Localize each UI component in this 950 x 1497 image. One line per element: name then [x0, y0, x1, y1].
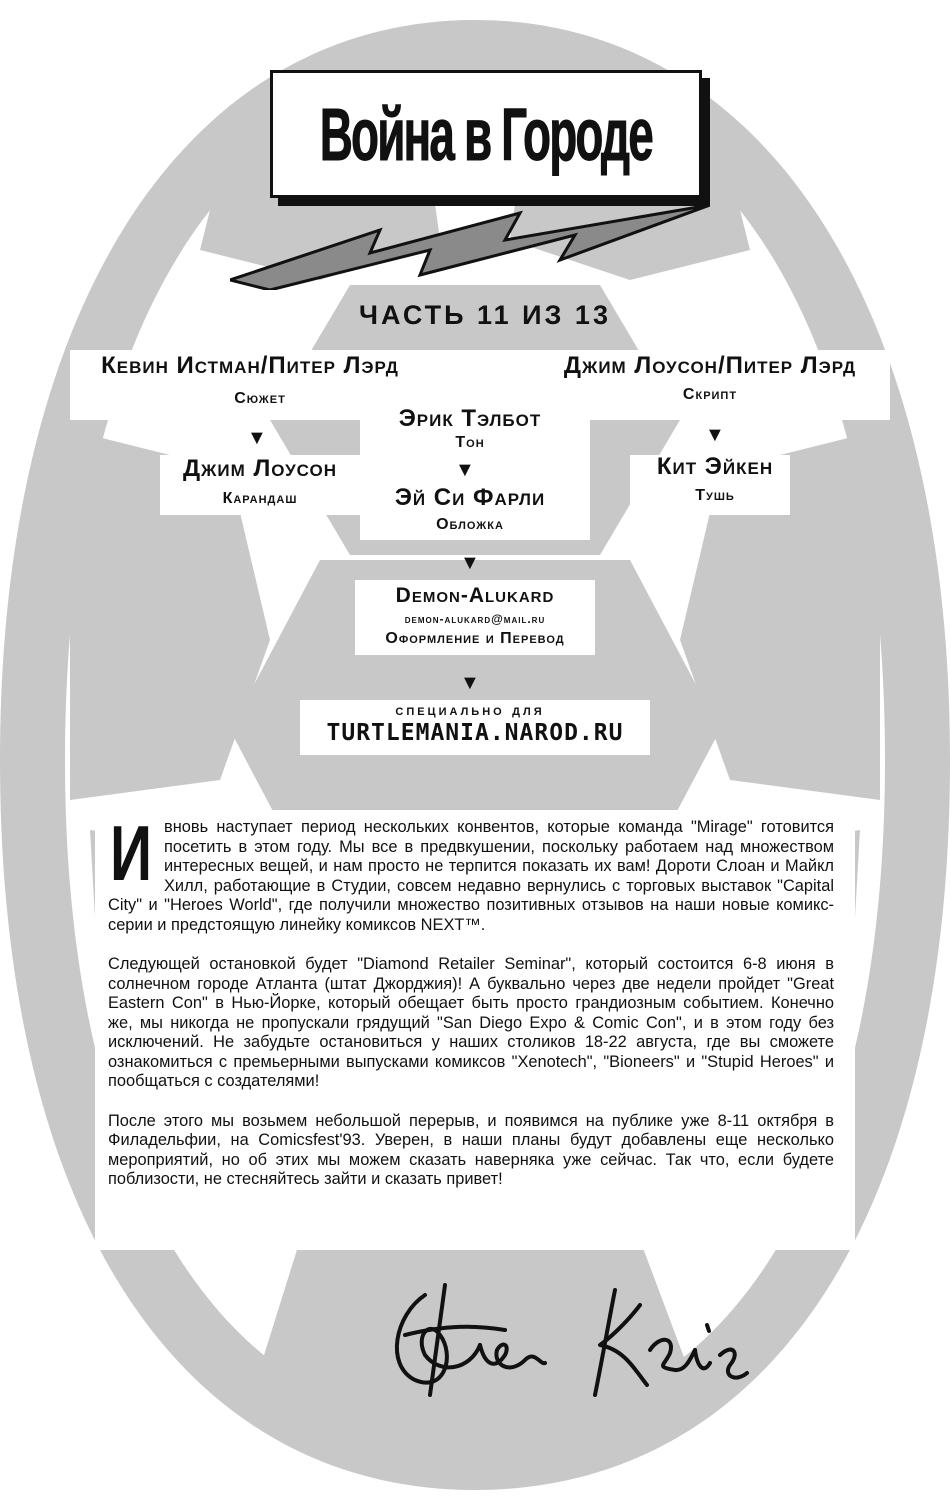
script-credit-role: Скрипт	[682, 386, 738, 403]
cover-credit-role: Обложка	[436, 516, 504, 533]
title-box	[270, 70, 702, 198]
plot-credit-role: Сюжет	[234, 390, 286, 407]
arrow-down-icon: ▼	[460, 552, 480, 574]
part-label: ЧАСТЬ 11 ИЗ 13	[359, 300, 611, 330]
inks-credit-name: Кит Эйкен	[656, 453, 774, 480]
translator-email: demon-alukard@mail.ru	[404, 612, 546, 626]
tone-credit-role: Тон	[455, 434, 485, 451]
arrow-down-icon: ▼	[460, 672, 480, 694]
script-credit-name: Джим Лоусон/Питер Лэрд	[563, 352, 857, 379]
translator-role: Оформление и Перевод	[385, 630, 565, 647]
page-title: Война в Городе	[319, 92, 653, 176]
paragraph-1-text: вновь наступает период нескольких конвентов, которые команда "Mirage" готовится посетить в этом году. Мы все в предвкушении, поскольку работаем над множеством интересных вещей, и нам просто не терпится показать их вам! Дороти Слоан и Майкл Хилл, работающие в Студии, совсем недавно вернулись с торговых выставок "Capital City" и "Heroes World", где получили множество позитивных отзывов на наши новые комикс-серии и предстоящую линейку комиксов NEXT™.	[108, 818, 834, 934]
inks-credit-role: Тушь	[695, 487, 735, 504]
site-link[interactable]: TURTLEMANIA.NAROD.RU	[326, 720, 624, 746]
pencils-credit-name: Джим Лоусон	[182, 455, 338, 482]
editorial-text	[108, 809, 834, 1210]
signature-image	[385, 1275, 765, 1410]
arrow-down-icon: ▼	[705, 424, 725, 446]
paragraph-1	[108, 809, 834, 935]
cover-credit-name: Эй Си Фарли	[394, 484, 546, 511]
paragraph-2: Следующей остановкой будет "Diamond Retailer Seminar", который состоится 6-8 июня в солнечном городе Атланта (штат Джорджия)! А буквально через две недели пройдет "Great Eastern Con" в Нью-Йорке, который обещает быть просто грандиозным событием. Конечно же, мы никогда не пропускали грядущий "San Diego Expo & Comic Con", и в этом году без исключений. Не забудьте остановиться у наших столиков 18-22 августа, где вы сможете ознакомиться с премьерными выпусками комиксов "Xenotech", "Bioneers" и "Stupid Heroes" и пообщаться с создателями!	[108, 955, 834, 1090]
arrow-down-icon: ▼	[247, 427, 267, 449]
paragraph-3: После этого мы возьмем небольшой перерыв, и появимся на публике уже 8-11 октября в Филадельфии, на Comicsfest'93. Уверен, в наши планы будут добавлены еще несколько мероприятий, но об этих мы можем сказать наверняка уже сейчас. Так что, если будете поблизости, не стесняйтесь зайти и сказать привет!	[108, 1111, 834, 1188]
tone-credit-name: Эрик Тэлбот	[398, 405, 542, 432]
lightning-bolt-icon	[230, 205, 710, 290]
special-for-label: специально для	[395, 702, 545, 719]
drop-cap: И	[110, 809, 153, 897]
pencils-credit-role: Карандаш	[222, 490, 298, 507]
arrow-down-icon: ▼	[455, 459, 475, 481]
translator-name: Demon-Alukard	[395, 584, 555, 607]
plot-credit-name: Кевин Истман/Питер Лэрд	[101, 352, 399, 379]
